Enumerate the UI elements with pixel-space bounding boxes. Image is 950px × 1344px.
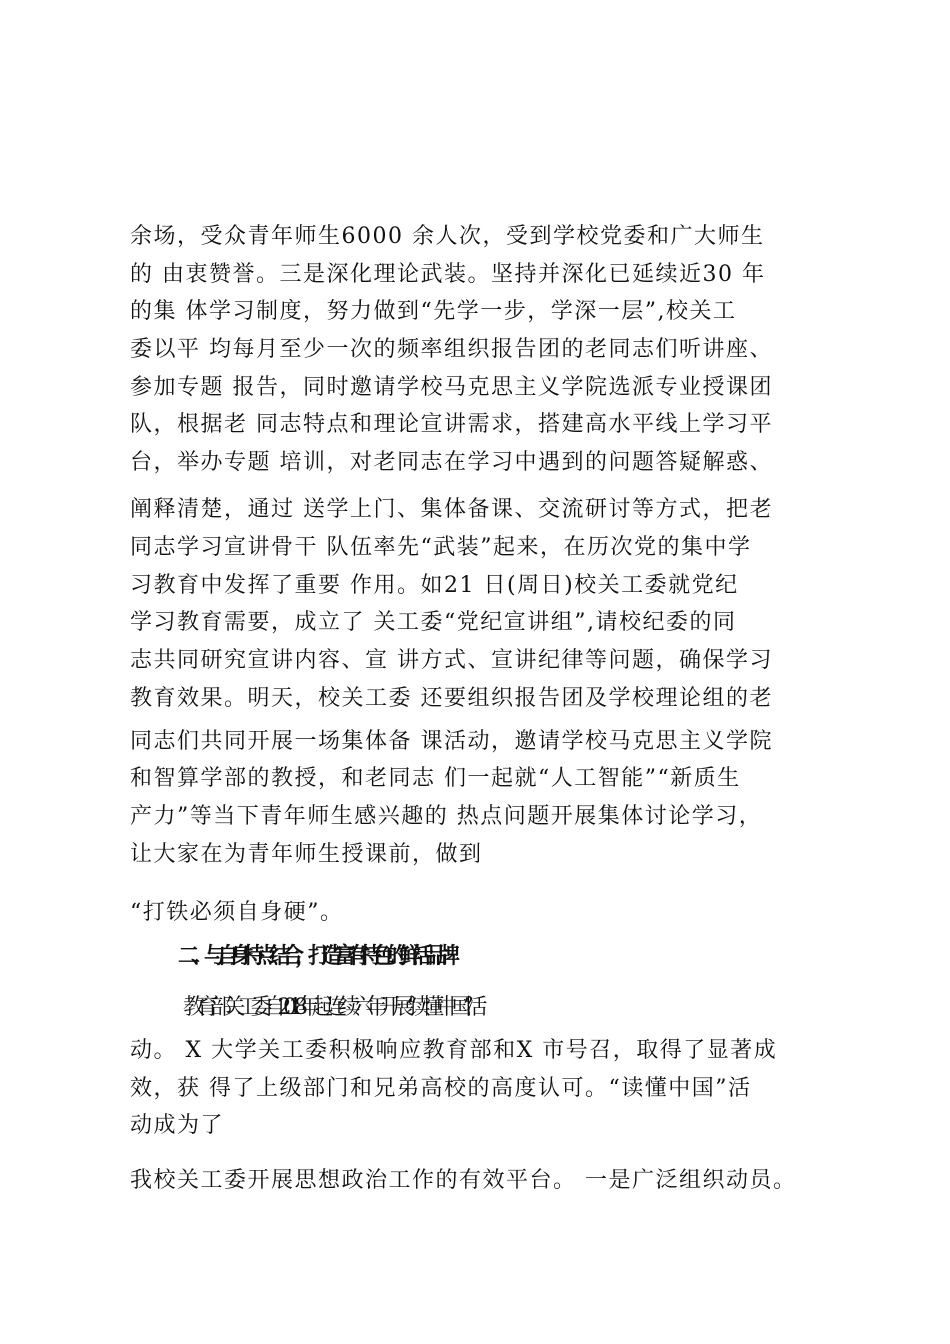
paragraph-line: 同志学习宣讲骨干 队伍率先“武装”起来，在历次党的集中学 (130, 535, 752, 560)
paragraph-line: 教育效果。明天，校关工委 还要组织报告团及学校理论组的老 (130, 686, 773, 711)
paragraph-line: “打铁必须自身硬”。 (130, 900, 344, 925)
paragraph-line: 的 由衷赞誉。三是深化理论武装。坚持并深化已延续近30 年 (130, 262, 766, 287)
paragraph-line: 效，获 得了上级部门和兄弟高校的高度认可。“读懂中国”活 (130, 1076, 752, 1101)
paragraph-line: 学习教育需要，成立了 关工委“党纪宣讲组”,请校纪委的同 (130, 610, 737, 635)
paragraph-line: 让大家在为青年师生授课前，做到 (130, 842, 483, 867)
paragraph-line: 余场，受众青年师生6000 余人次，受到学校党委和广大师生 (130, 224, 765, 249)
paragraph-line: 教育部关工委自2018 年起连续六年开展“读懂中国”活 (183, 995, 479, 1020)
paragraph-line: 志共同研究宣讲内容、宣 讲方式、宣讲纪律等问题，确保学习 (130, 648, 773, 673)
paragraph-line: 习教育中发挥了重要 作用。如21 日(周日)校关工委就党纪 (130, 573, 739, 598)
paragraph-line: 产力”等当下青年师生感兴趣的 热点问题开展集体讨论学习， (130, 804, 763, 829)
paragraph-line: 队，根据老 同志特点和理论宣讲需求，搭建高水平线上学习平 (130, 412, 773, 437)
paragraph-line: 委以平 均每月至少一次的频率组织报告团的老同志们听讲座、 (130, 337, 773, 362)
paragraph-line: 台，举办专题 培训，对老同志在学习中遇到的问题答疑解惑、 (130, 450, 773, 475)
paragraph-line: 参加专题 报告，同时邀请学校马克思主义学院选派专业授课团 (130, 375, 773, 400)
paragraph-line: 动。 X 大学关工委积极响应教育部和X 市号召，取得了显著成 (130, 1038, 778, 1063)
paragraph-line: 同志们共同开展一场集体备 课活动，邀请学校马克思主义学院 (130, 729, 773, 754)
paragraph-line: 动成为了 (130, 1113, 225, 1138)
paragraph-line: 的集 体学习制度，努力做到“先学一步，学深一层”,校关工 (130, 299, 737, 324)
paragraph-line: 阐释清楚，通过 送学上门、集体备课、交流研讨等方式，把老 (130, 497, 773, 522)
paragraph-line: 我校关工委开展思想政治工作的有效平台。 一是广泛组织动员。 (130, 1168, 797, 1193)
section-heading: 二、与自身特点结合，打造富有特色的鲜活品牌 (178, 944, 452, 969)
paragraph-line: 和智算学部的教授，和老同志 们一起就“人工智能”“新质生 (130, 766, 741, 791)
